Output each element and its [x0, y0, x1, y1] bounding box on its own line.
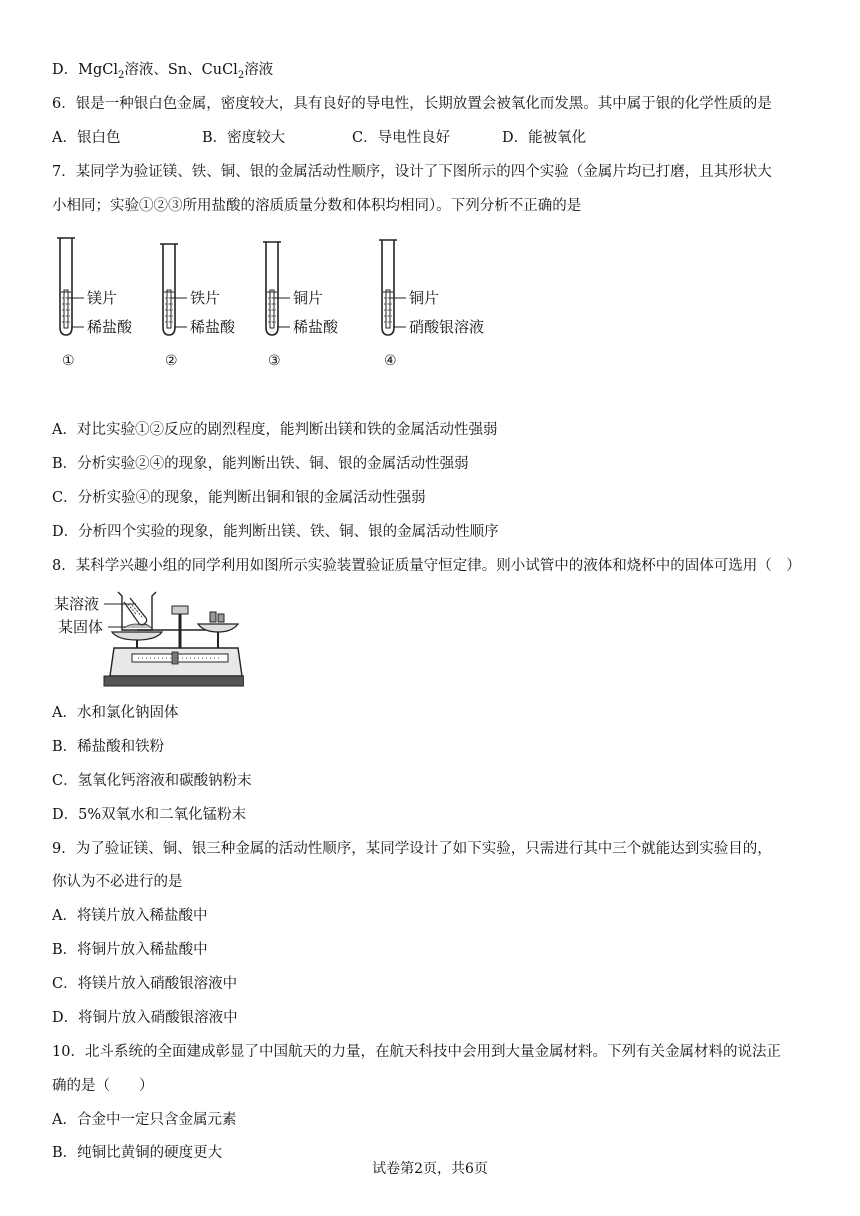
small-test-tube — [124, 598, 147, 625]
tube-3-metal-label: 铜片 — [293, 289, 324, 307]
test-tube-3 — [263, 242, 339, 369]
q7-option-c: C．分析实验④的现象，能判断出铜和银的金属活动性强弱 — [52, 490, 426, 506]
tube-4-number: ④ — [384, 353, 397, 369]
q7-option-b: B．分析实验②④的现象，能判断出铁、铜、银的金属活动性强弱 — [52, 456, 469, 472]
q7-option-a: A．对比实验①②反应的剧烈程度，能判断出镁和铁的金属活动性强弱 — [52, 422, 498, 438]
tube-3-liquid-label: 稀盐酸 — [293, 318, 339, 336]
q10-option-a: A．合金中一定只含金属元素 — [52, 1112, 237, 1128]
tube-1-liquid-label: 稀盐酸 — [87, 318, 133, 336]
q10-option-b: B．纯铜比黄铜的硬度更大 — [52, 1145, 223, 1161]
tube-1-metal-label: 镁片 — [87, 289, 118, 307]
q10-stem-line1: 10．北斗系统的全面建成彰显了中国航天的力量，在航天科技中会用到大量金属材料。下列有关金属材料的说法正 — [52, 1044, 781, 1060]
tube-4-metal-label: 铜片 — [409, 289, 440, 307]
q6-stem: 6．银是一种银白色金属，密度较大，具有良好的导电性，长期放置会被氧化而发黑。其中属于银的化学性质的是 — [52, 96, 772, 112]
q6-option-d: D．能被氧化 — [502, 130, 587, 146]
label-solution: 某溶液 — [54, 595, 100, 613]
q6-option-b: B．密度较大 — [202, 130, 286, 146]
q7-stem-line1: 7．某同学为验证镁、铁、铜、银的金属活动性顺序，设计了下图所示的四个实验（金属片均已打磨，且其形状大 — [52, 164, 772, 180]
test-tube-1 — [57, 238, 133, 369]
q8-option-a: A．水和氯化钠固体 — [52, 705, 179, 721]
q9-stem-line1: 9．为了验证镁、铜、银三种金属的活动性顺序，某同学设计了如下实验，只需进行其中三个就能达到实验目的， — [52, 841, 772, 857]
tube-2-liquid-label: 稀盐酸 — [190, 318, 236, 336]
tube-3-number: ③ — [268, 353, 281, 369]
q7-test-tube-figure — [52, 232, 512, 377]
q8-option-b: B．稀盐酸和铁粉 — [52, 739, 165, 755]
q9-option-a: A．将镁片放入稀盐酸中 — [52, 908, 208, 924]
test-tube-2 — [160, 244, 236, 369]
q7-option-d: D．分析四个实验的现象，能判断出镁、铁、铜、银的金属活动性顺序 — [52, 524, 499, 540]
tube-1-number: ① — [62, 353, 75, 369]
q7-stem-line2: 小相同；实验①②③所用盐酸的溶质质量分数和体积均相同）。下列分析不正确的是 — [52, 198, 582, 214]
q6-option-a: A．银白色 — [52, 130, 121, 146]
label-solid: 某固体 — [58, 618, 104, 636]
q10-stem-line2: 确的是（ ） — [52, 1078, 154, 1094]
q8-option-d: D．5%双氧水和二氧化锰粉末 — [52, 807, 247, 823]
q9-option-d: D．将铜片放入硝酸银溶液中 — [52, 1010, 238, 1026]
q8-option-c: C．氢氧化钙溶液和碳酸钠粉末 — [52, 773, 252, 789]
q8-stem: 8．某科学兴趣小组的同学利用如图所示实验装置验证质量守恒定律。则小试管中的液体和烧杯中的固体可选用（ ） — [52, 558, 801, 574]
test-tube-4 — [379, 240, 484, 369]
q9-option-c: C．将镁片放入硝酸银溶液中 — [52, 976, 238, 992]
tube-4-liquid-label: 硝酸银溶液 — [409, 318, 485, 336]
left-pan — [112, 632, 162, 640]
tube-2-metal-label: 铁片 — [190, 289, 221, 307]
q9-option-b: B．将铜片放入稀盐酸中 — [52, 942, 208, 958]
q9-stem-line2: 你认为不必进行的是 — [52, 874, 183, 890]
page-footer: 试卷第2页，共6页 — [372, 1161, 488, 1177]
tube-2-number: ② — [165, 353, 178, 369]
q6-options — [52, 128, 812, 148]
q6-option-c: C．导电性良好 — [352, 130, 451, 146]
q8-balance-figure — [52, 588, 244, 692]
q5-option-d: D．MgCl$_2$溶液、Sn、CuCl$_2$溶液 — [52, 62, 274, 81]
